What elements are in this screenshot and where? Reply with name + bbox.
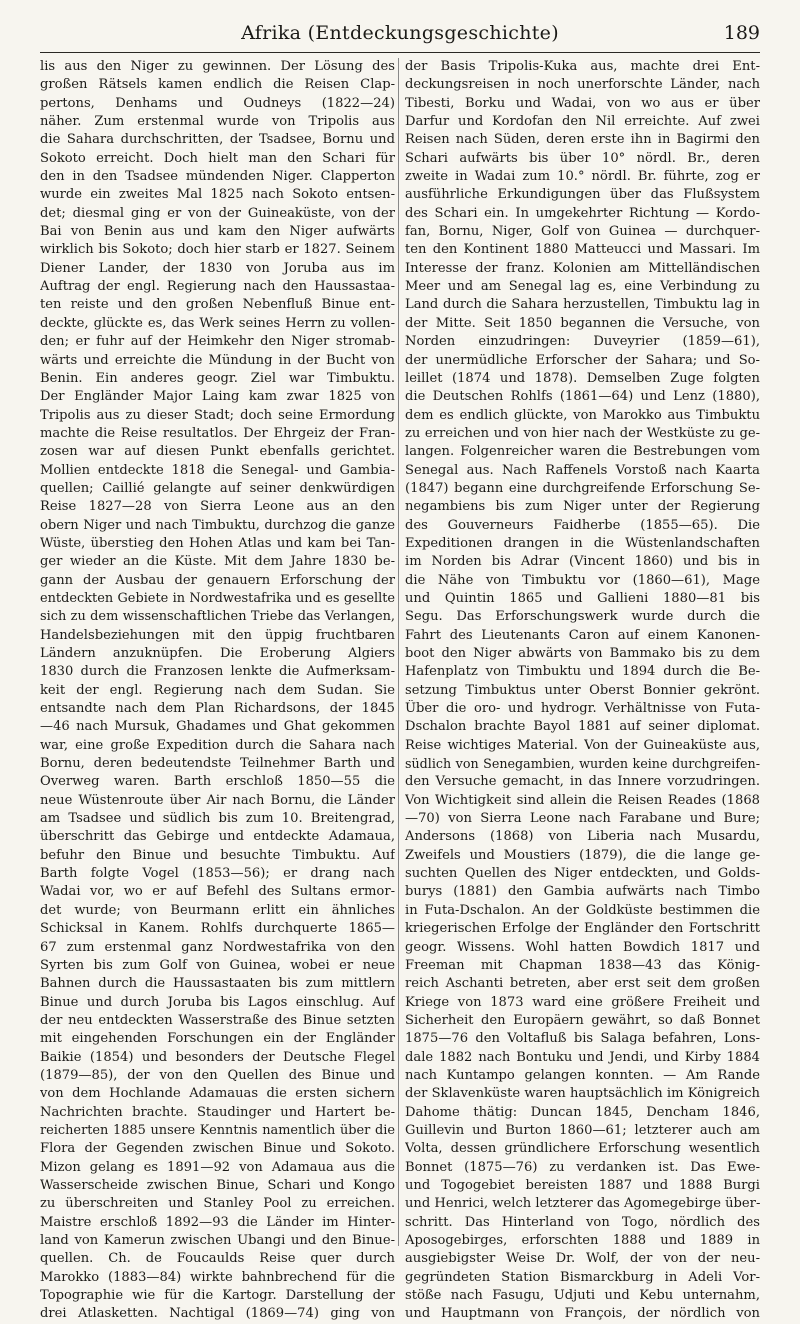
text-line: stöße nach Fasugu, Udjuti und Kebu unternahm, xyxy=(405,1288,760,1304)
text-line: Bornu, deren bedeutendste Teilnehmer Barth und xyxy=(40,756,395,772)
text-line: 1830 durch die Franzosen lenkte die Aufmerksam- xyxy=(40,664,395,680)
text-line: dem es endlich glückte, von Marokko aus Timbuktu xyxy=(405,407,760,423)
text-line: Barth folgte Vogel (1853—56); er drang nach xyxy=(40,866,395,882)
text-line: und Hauptmann von François, der nördlich von xyxy=(405,1306,760,1322)
right-column xyxy=(405,58,760,1324)
text-line: Darfur und Kordofan den Nil erreichte. Auf zwei xyxy=(405,114,760,130)
text-line: Tibesti, Borku und Wadai, von wo aus er über xyxy=(405,95,760,111)
text-line: Bai von Benin aus und kam den Niger aufwärts xyxy=(40,224,395,240)
text-line: det; diesmal ging er von der Guineaküste, von der xyxy=(40,205,395,221)
text-line: wurde ein zweites Mal 1825 nach Sokoto entsen- xyxy=(40,187,395,203)
text-line: suchten Quellen des Niger entdeckten, und Golds- xyxy=(405,866,760,882)
text-line: schritt. Das Hinterland von Togo, nördlich des xyxy=(405,1214,760,1230)
text-line: negambiens bis zum Niger unter der Regierung xyxy=(405,499,760,515)
text-line: zosen war auf diesen Punkt ebenfalls gerichtet. xyxy=(40,444,395,460)
text-line: quellen. Ch. de Foucaulds Reise quer durch xyxy=(40,1251,395,1267)
text-line: von dem Hochlande Adamauas die ersten sichern xyxy=(40,1086,395,1102)
text-line: neue Wüstenroute über Air nach Bornu, die Länder xyxy=(40,792,395,808)
text-line: Tripolis aus zu dieser Stadt; doch seine Ermordung xyxy=(40,407,395,423)
text-line: obern Niger und nach Timbuktu, durchzog die ganze xyxy=(40,517,395,533)
text-line: Aposogebirges, erforschten 1888 und 1889 in xyxy=(405,1233,760,1248)
text-line: näher. Zum erstenmal wurde von Tripolis aus xyxy=(40,114,395,130)
text-line: langen. Folgenreicher waren die Bestrebungen vom xyxy=(405,444,760,460)
text-line: die Deutschen Rohlfs (1861—64) und Lenz (1880), xyxy=(405,389,760,405)
text-line: Reise 1827—28 von Sierra Leone aus an den xyxy=(40,499,395,515)
text-line: und Quintin 1865 und Gallieni 1880—81 bis xyxy=(405,590,760,606)
text-line: 1875—76 den Voltafluß bis Salaga befahren, Lons- xyxy=(405,1031,760,1047)
text-line: Reise wichtiges Material. Von der Guineaküste aus, xyxy=(405,737,760,753)
text-line: Sokoto erreicht. Doch hielt man den Schari für xyxy=(40,150,395,166)
text-line: keit der engl. Regierung nach dem Sudan. Sie xyxy=(40,682,395,698)
text-line: geogr. Wissens. Wohl hatten Bowdich 1817 und xyxy=(405,939,760,955)
text-line: Ländern anzuknüpfen. Die Eroberung Algiers xyxy=(40,646,395,661)
text-line: mit eingehenden Forschungen ein der Engländer xyxy=(40,1031,395,1047)
text-line: Flora der Gegenden zwischen Binue und Sokoto. xyxy=(40,1141,395,1157)
text-line: lis aus den Niger zu gewinnen. Der Lösung des xyxy=(40,59,395,74)
text-line: fan, Bornu, Niger, Golf von Guinea — durchquer- xyxy=(405,224,760,240)
text-line: Andersons (1868) von Liberia nach Musardu, xyxy=(405,829,760,845)
text-line: den Versuche gemacht, in das Innere vorzudringen. xyxy=(405,774,760,790)
text-line: Bahnen durch die Haussastaaten bis zum mittlern xyxy=(40,976,395,992)
text-line: reich Aschanti betreten, aber erst seit dem großen xyxy=(405,976,760,992)
text-line: boot den Niger abwärts von Bammako bis zu dem xyxy=(405,646,760,661)
text-line: Sicherheit den Europäern gewährt, so daß Bonnet xyxy=(405,1012,760,1028)
text-line: Mollien entdeckte 1818 die Senegal- und Gambia- xyxy=(40,462,395,478)
text-line: pertons, Denhams und Oudneys (1822—24) xyxy=(40,95,395,111)
text-line: der Mitte. Seit 1850 begannen die Versuche, von xyxy=(405,315,760,331)
text-line: entsandte nach dem Plan Richardsons, der 1845 xyxy=(40,701,395,717)
text-line: setzung Timbuktus unter Oberst Bonnier gekrönt. xyxy=(405,682,760,698)
text-line: der Sklavenküste waren hauptsächlich im Königreich xyxy=(405,1086,760,1102)
text-line: Maistre erschloß 1892—93 die Länder im Hinter- xyxy=(40,1214,395,1230)
text-line: ten den Kontinent 1880 Matteucci und Massari. Im xyxy=(405,242,760,258)
text-line: Von Wichtigkeit sind allein die Reisen Reades (1868 xyxy=(405,792,760,808)
text-line: Benin. Ein anderes geogr. Ziel war Timbuktu. xyxy=(40,370,395,386)
page-header xyxy=(40,18,760,52)
text-line: und Henrici, welch letzterer das Agomegebirge über- xyxy=(405,1196,760,1212)
text-line: ger wieder an die Küste. Mit dem Jahre 1830 be- xyxy=(40,554,395,570)
text-line: Auftrag der engl. Regierung nach den Haussastaa- xyxy=(40,279,395,295)
text-line: zweite in Wadai zum 10.° nördl. Br. führte, zog er xyxy=(405,169,760,185)
text-line: Senegal aus. Nach Raffenels Vorstoß nach Kaarta xyxy=(405,462,760,478)
text-line: (1847) begann eine durchgreifende Erforschung Se- xyxy=(405,480,760,496)
page-number: 189 xyxy=(723,22,760,44)
text-line: am Tsadsee und südlich bis zum 10. Breitengrad, xyxy=(40,811,395,827)
text-line: Expeditionen drangen in die Wüstenlandschaften xyxy=(405,535,760,551)
column-divider xyxy=(398,58,399,1246)
text-line: drei Atlasketten. Nachtigal (1869—74) ging von xyxy=(40,1306,395,1322)
text-line: des Schari ein. In umgekehrter Richtung — Kordo- xyxy=(405,205,760,221)
text-line: der Basis Tripolis-Kuka aus, machte drei Ent- xyxy=(405,59,760,74)
text-line: der unermüdliche Erforscher der Sahara; und So- xyxy=(405,352,760,368)
text-line: Diener Lander, der 1830 von Joruba aus im xyxy=(40,260,395,276)
text-line: wirklich bis Sokoto; doch hier starb er 1827. Seinem xyxy=(40,242,395,258)
text-line: des Gouverneurs Faidherbe (1855—65). Die xyxy=(405,517,760,533)
text-line: machte die Reise resultatlos. Der Ehrgeiz der Fran- xyxy=(40,425,395,441)
text-line: und Togogebiet bereisten 1887 und 1888 Burgi xyxy=(405,1177,760,1193)
text-line: Hafenplatz von Timbuktu und 1894 durch die Be- xyxy=(405,664,760,680)
text-line: Wasserscheide zwischen Binue, Schari und Kongo xyxy=(40,1177,395,1193)
text-line: im Norden bis Adrar (Vincent 1860) und bis in xyxy=(405,554,760,570)
text-line: wärts und erreichte die Mündung in der Bucht von xyxy=(40,352,395,368)
text-line: Fahrt des Lieutenants Caron auf einem Kanonen- xyxy=(405,627,760,643)
text-line: Dahome thätig: Duncan 1845, Dencham 1846, xyxy=(405,1104,760,1120)
text-line: Wüste, überstieg den Hohen Atlas und kam bei Tan- xyxy=(40,535,395,551)
text-line: Mizon gelang es 1891—92 von Adamaua aus die xyxy=(40,1159,395,1175)
text-line: befuhr den Binue und besuchte Timbuktu. Auf xyxy=(40,847,395,863)
text-line: Interesse der franz. Kolonien am Mittelländischen xyxy=(405,260,760,276)
text-line: Norden einzudringen: Duveyrier (1859—61), xyxy=(405,334,760,350)
text-line: entdeckten Gebiete in Nordwestafrika und es gesellte xyxy=(40,590,395,606)
text-line: kriegerischen Erfolge der Engländer den Fortschritt xyxy=(405,921,760,937)
text-line: Overweg waren. Barth erschloß 1850—55 die xyxy=(40,774,395,790)
text-line: den in den Tsadsee mündenden Niger. Clapperton xyxy=(40,169,395,185)
text-line: 67 zum erstenmal ganz Nordwestafrika von den xyxy=(40,939,395,955)
text-line: gann der Ausbau der genauern Erforschung der xyxy=(40,572,395,588)
text-line: die Sahara durchschritten, der Tsadsee, Bornu und xyxy=(40,132,395,148)
text-line: Wadai vor, wo er auf Befehl des Sultans ermor- xyxy=(40,884,395,900)
text-line: gegründeten Station Bismarckburg in Adeli Vor- xyxy=(405,1269,760,1285)
header-rule xyxy=(40,52,760,53)
text-line: überschritt das Gebirge und entdeckte Adamaua, xyxy=(40,829,395,845)
text-line: burys (1881) den Gambia aufwärts nach Timbo xyxy=(405,884,760,900)
left-column xyxy=(40,58,395,1324)
text-line: in Futa-Dschalon. An der Goldküste bestimmen die xyxy=(405,902,760,918)
text-line: Reisen nach Süden, deren erste ihn in Bagirmi den xyxy=(405,132,760,148)
text-line: land von Kamerun zwischen Ubangi und den Binue- xyxy=(40,1233,395,1248)
text-line: der neu entdeckten Wasserstraße des Binue setzten xyxy=(40,1012,395,1028)
text-line: Marokko (1883—84) wirkte bahnbrechend für die xyxy=(40,1269,395,1285)
text-line: Binue und durch Joruba bis Lagos einschlug. Auf xyxy=(40,994,395,1010)
text-line: Der Engländer Major Laing kam zwar 1825 von xyxy=(40,389,395,405)
text-line: —70) von Sierra Leone nach Farabane und Bure; xyxy=(405,811,760,827)
text-line: quellen; Caillié gelangte auf seiner denkwürdigen xyxy=(40,480,395,496)
text-line: deckungsreisen in noch unerforschte Länder, nach xyxy=(405,77,760,93)
text-line: war, eine große Expedition durch die Sahara nach xyxy=(40,737,395,753)
text-line: Topographie wie für die Kartogr. Darstellung der xyxy=(40,1288,395,1304)
text-line: Dschalon brachte Bayol 1881 auf seiner diplomat. xyxy=(405,719,760,735)
text-line: Meer und am Senegal lag es, eine Verbindung zu xyxy=(405,279,760,295)
text-line: Freeman mit Chapman 1838—43 das König- xyxy=(405,957,760,973)
text-line: zu erreichen und von hier nach der Westküste zu ge- xyxy=(405,425,760,441)
text-line: reicherten 1885 unsere Kenntnis namentlich über die xyxy=(40,1122,395,1138)
text-line: südlich von Senegambien, wurden keine durchgreifen- xyxy=(405,756,760,772)
text-line: nach Kuntampo gelangen konnten. — Am Rande xyxy=(405,1067,760,1083)
text-line: Land durch die Sahara herzustellen, Timbuktu lag in xyxy=(405,297,760,313)
text-line: Nachrichten brachte. Staudinger und Hartert be- xyxy=(40,1104,395,1120)
text-line: deckte, glückte es, das Werk seines Herrn zu vollen- xyxy=(40,315,395,331)
text-line: ausführliche Erkundigungen über das Flußsystem xyxy=(405,187,760,203)
text-line: Über die oro- und hydrogr. Verhältnisse von Futa- xyxy=(405,701,760,717)
text-line: Kriege von 1873 ward eine größere Freiheit und xyxy=(405,994,760,1010)
text-line: det wurde; von Beurmann erlitt ein ähnliches xyxy=(40,902,395,918)
text-line: Segu. Das Erforschungswerk wurde durch die xyxy=(405,609,760,625)
text-line: ausgiebigster Weise Dr. Wolf, der von der neu- xyxy=(405,1251,760,1267)
text-line: die Nähe von Timbuktu vor (1860—61), Mage xyxy=(405,572,760,588)
text-line: —46 nach Mursuk, Ghadames und Ghat gekommen xyxy=(40,719,395,735)
page-title: Afrika (Entdeckungsgeschichte) xyxy=(241,22,559,44)
text-line: leillet (1874 und 1878). Demselben Zuge folgten xyxy=(405,370,760,386)
text-line: sich zu dem wissenschaftlichen Triebe das Verlangen, xyxy=(40,609,395,625)
text-line: Schicksal in Kanem. Rohlfs durchquerte 1865— xyxy=(40,921,395,937)
text-line: Baikie (1854) und besonders der Deutsche Flegel xyxy=(40,1049,395,1065)
text-line: Handelsbeziehungen mit den üppig fruchtbaren xyxy=(40,627,395,643)
text-line: Guillevin und Burton 1860—61; letzterer auch am xyxy=(405,1122,760,1138)
text-line: Bonnet (1875—76) zu verdanken ist. Das Ewe- xyxy=(405,1159,760,1175)
text-line: zu überschreiten und Stanley Pool zu erreichen. xyxy=(40,1196,395,1212)
text-line: ten reiste und den großen Nebenfluß Binue ent- xyxy=(40,297,395,313)
text-line: Zweifels und Moustiers (1879), die die lange ge- xyxy=(405,847,760,863)
text-line: dale 1882 nach Bontuku und Jendi, und Kirby 1884 xyxy=(405,1049,760,1065)
text-line: Schari aufwärts bis über 10° nördl. Br., deren xyxy=(405,150,760,166)
text-line: den; er fuhr auf der Heimkehr den Niger stromab- xyxy=(40,334,395,350)
text-line: Volta, dessen gründlichere Erforschung wesentlich xyxy=(405,1141,760,1157)
text-line: Syrten bis zum Golf von Guinea, wobei er neue xyxy=(40,957,395,973)
text-line: großen Rätsels kamen endlich die Reisen Clap- xyxy=(40,77,395,93)
text-line: (1879—85), der von den Quellen des Binue und xyxy=(40,1067,395,1083)
